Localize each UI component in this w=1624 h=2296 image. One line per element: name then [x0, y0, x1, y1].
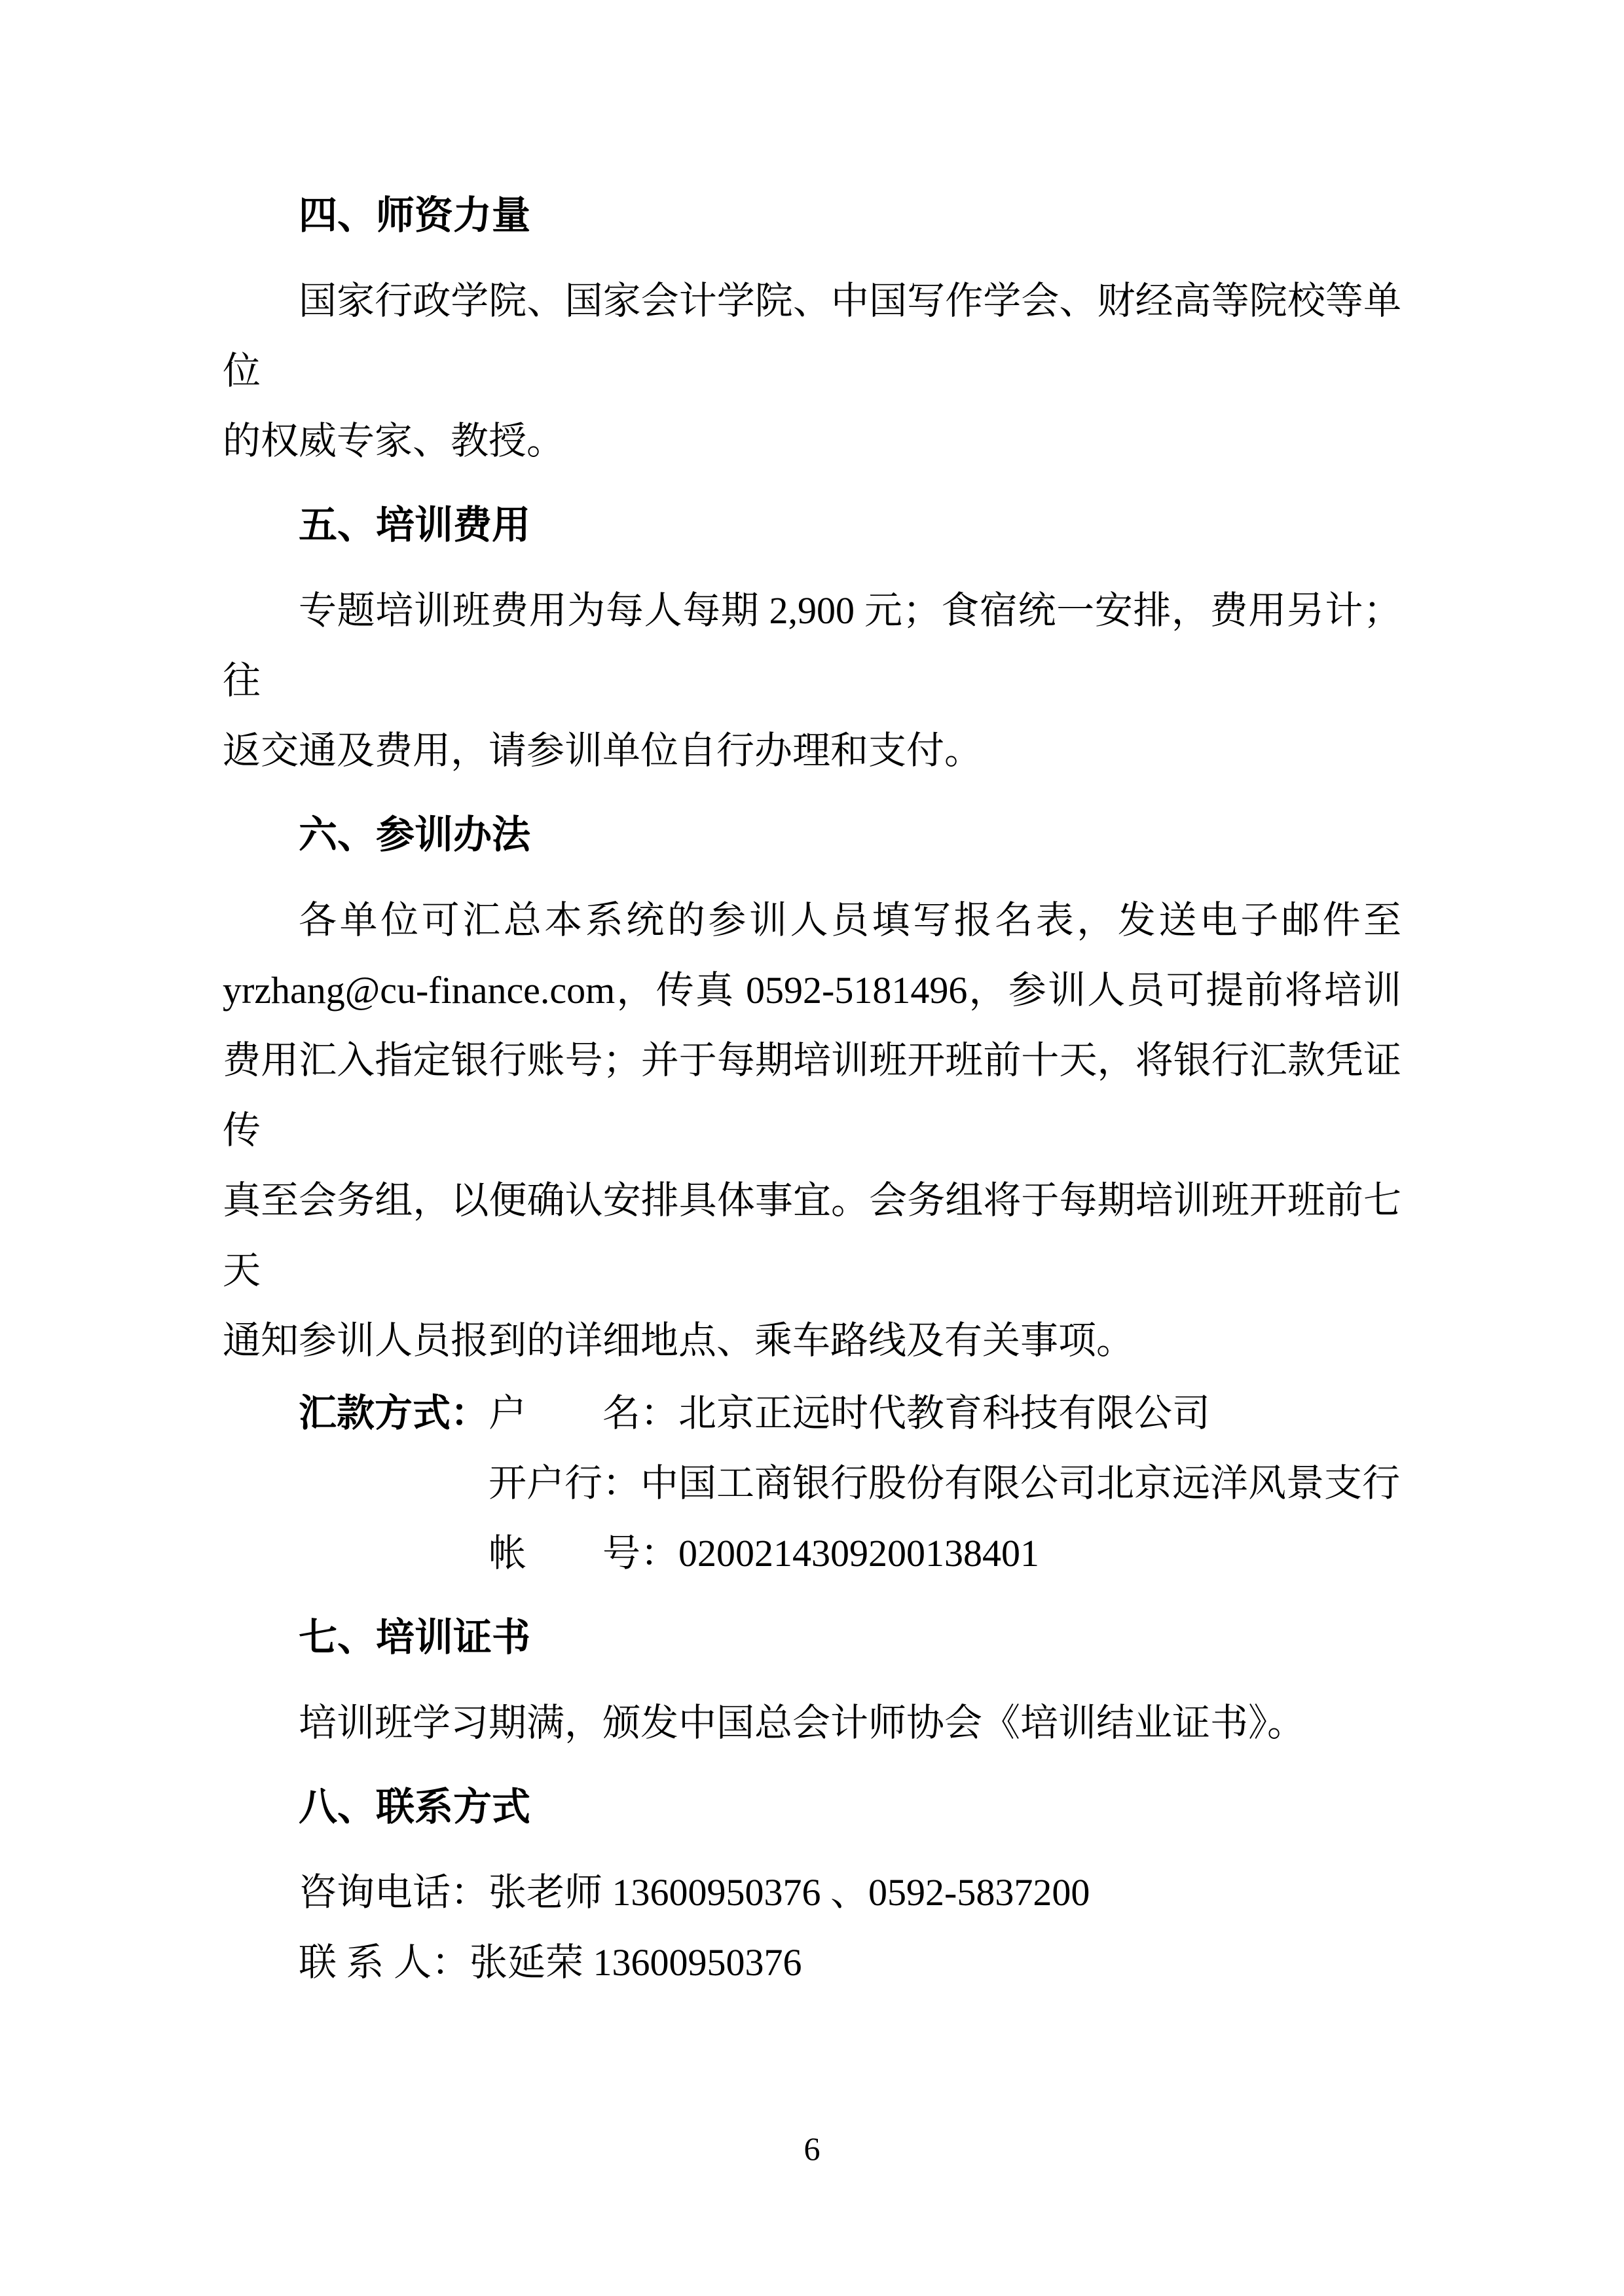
contact-phone-line: 咨询电话：张老师 13600950376 、0592-5837200 — [299, 1871, 1090, 1914]
section-heading-enrollment: 六、参训办法 — [299, 813, 531, 856]
section-heading-teachers: 四、师资力量 — [299, 194, 531, 237]
remittance-line-bank: 开户行：中国工商银行股份有限公司北京远洋风景支行 — [489, 1462, 1401, 1504]
paragraph-line-email: yrzhang@cu-finance.com，传真 0592-5181496，参训人员可提前将培训 — [223, 969, 1401, 1011]
account-name-value: 户 名：北京正远时代教育科技有限公司 — [489, 1392, 1211, 1434]
paragraph-line: 培训班学习期满，颁发中国总会计师协会《培训结业证书》。 — [299, 1702, 1306, 1744]
paragraph-line: 的权威专家、教授。 — [223, 420, 565, 462]
paragraph-line: 国家行政学院、国家会计学院、中国写作学会、财经高等院校等单位 — [223, 280, 1401, 392]
remittance-line-account-name — [223, 1378, 1401, 1448]
paragraph-line: 真至会务组，以便确认安排具体事宜。会务组将于每期培训班开班前七天 — [223, 1179, 1401, 1292]
paragraph-fees — [223, 575, 1401, 786]
paragraph-contact — [223, 1857, 1401, 1997]
paragraph-line: 费用汇入指定银行账号；并于每期培训班开班前十天，将银行汇款凭证传 — [223, 1039, 1401, 1152]
remittance-method-label: 汇款方式： — [299, 1392, 489, 1434]
remittance-line-account-number: 帐 号：0200214309200138401 — [489, 1532, 1040, 1575]
paragraph-line: 返交通及费用，请参训单位自行办理和支付。 — [223, 729, 983, 772]
paragraph-line: 各单位可汇总本系统的参训人员填写报名表，发送电子邮件至 — [299, 899, 1401, 941]
remittance-info — [223, 1378, 1401, 1588]
section-heading-certificate: 七、培训证书 — [299, 1616, 531, 1659]
section-heading-fees: 五、培训费用 — [299, 503, 531, 547]
page-number: 6 — [803, 2130, 821, 2167]
paragraph-line: 通知参训人员报到的详细地点、乘车路线及有关事项。 — [223, 1319, 1135, 1362]
section-heading-contact: 八、联系方式 — [299, 1785, 531, 1829]
contact-person-line: 联 系 人：张延荣 13600950376 — [299, 1941, 802, 1984]
paragraph-certificate — [223, 1688, 1401, 1758]
paragraph-line: 专题培训班费用为每人每期 2,900 元；食宿统一安排，费用另计；往 — [223, 589, 1401, 702]
paragraph-enrollment — [223, 885, 1401, 1376]
paragraph-teachers — [223, 266, 1401, 476]
